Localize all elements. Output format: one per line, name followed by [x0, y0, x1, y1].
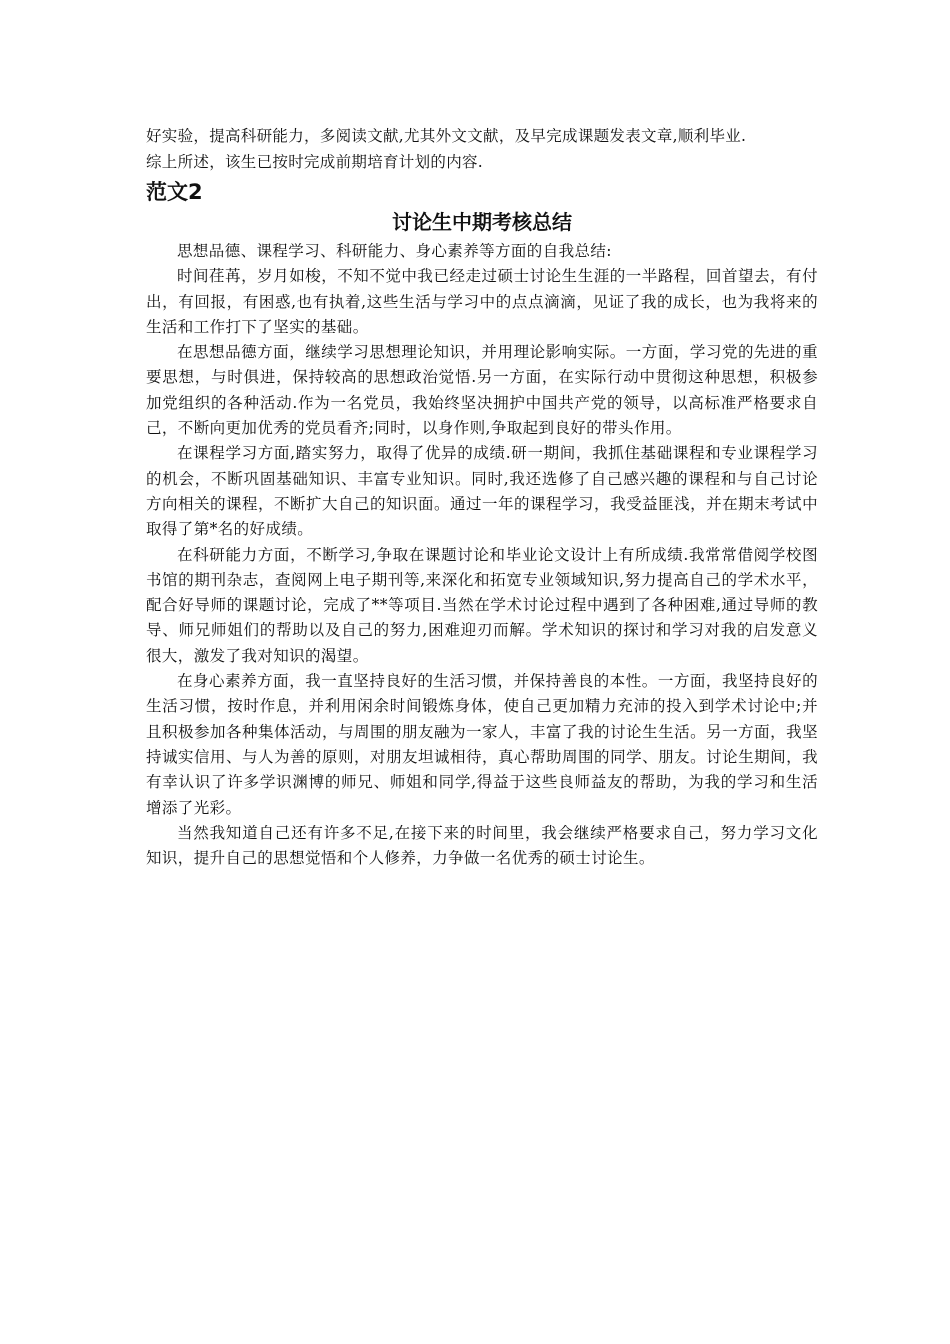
- paragraph-research: 在科研能力方面，不断学习,争取在课题讨论和毕业论文设计上有所成绩.我常常借阅学校图书馆的期刊杂志，查阅网上电子期刊等,来深化和拓宽专业领域知识,努力提高自己的学术水平，配合好导师的课题讨论，完成了**等项目.当然在学术讨论过程中遇到了各种困难,通过导师的教导、师兄师姐们的帮助以及自己的努力,困难迎刃而解。学术知识的探讨和学习对我的启发意义很大，激发了我对知识的渴望。: [146, 545, 818, 665]
- paragraph-ideology: 在思想品德方面，继续学习思想理论知识，并用理论影响实际。一方面，学习党的先进的重要思想，与时俱进，保持较高的思想政治觉悟.另一方面，在实际行动中贯彻这种思想，积极参加党组织的各种活动.作为一名党员，我始终坚决拥护中国共产党的领导，以高标准严格要求自己，不断向更加优秀的党员看齐;同时，以身作则,争取起到良好的带头作用。: [146, 343, 818, 438]
- paragraph-coursework: 在课程学习方面,踏实努力，取得了优异的成绩.研一期间，我抓住基础课程和专业课程学习的机会，不断巩固基础知识、丰富专业知识。同时,我还选修了自己感兴趣的课程和与自己讨论方向相关的课程，不断扩大自己的知识面。通过一年的课程学习，我受益匪浅，并在期末考试中取得了第*名的好成绩。: [146, 444, 818, 539]
- document-title: 讨论生中期考核总结: [392, 210, 572, 234]
- paragraph-opening: 时间荏苒，岁月如梭，不知不觉中我已经走过硕士讨论生生涯的一半路程，回首望去，有付出，有回报，有困惑,也有执着,这些生活与学习中的点点滴滴，见证了我的成长，也为我将来的生活和工作打下了坚实的基础。: [146, 267, 818, 336]
- intro-paragraph: 思想品德、课程学习、科研能力、身心素养等方面的自我总结:: [177, 242, 612, 260]
- paragraph-closing: 当然我知道自己还有许多不足,在接下来的时间里，我会继续严格要求自己，努力学习文化知识，提升自己的思想觉悟和个人修养，力争做一名优秀的硕士讨论生。: [146, 823, 818, 868]
- document-body: [146, 124, 818, 871]
- paragraph-wellbeing: 在身心素养方面，我一直坚持良好的生活习惯，并保持善良的本性。一方面，我坚持良好的生活习惯，按时作息，并利用闲余时间锻炼身体，使自己更加精力充沛的投入到学术讨论中;并且积极参加各种集体活动，与周围的朋友融为一家人，丰富了我的讨论生生活。另一方面，我坚持诚实信用、与人为善的原则，对朋友坦诚相待，真心帮助周围的同学、朋友。讨论生期间，我有幸认识了许多学识渊博的师兄、师姐和同学,得益于这些良师益友的帮助，为我的学习和生活增添了光彩。: [146, 672, 818, 817]
- section-heading: 范文2: [146, 180, 203, 204]
- carryover-line: 好实验，提高科研能力，多阅读文献,尤其外文文献，及早完成课题发表文章,顺利毕业.: [146, 127, 747, 145]
- conclusion-line: 综上所述，该生已按时完成前期培育计划的内容.: [146, 152, 484, 171]
